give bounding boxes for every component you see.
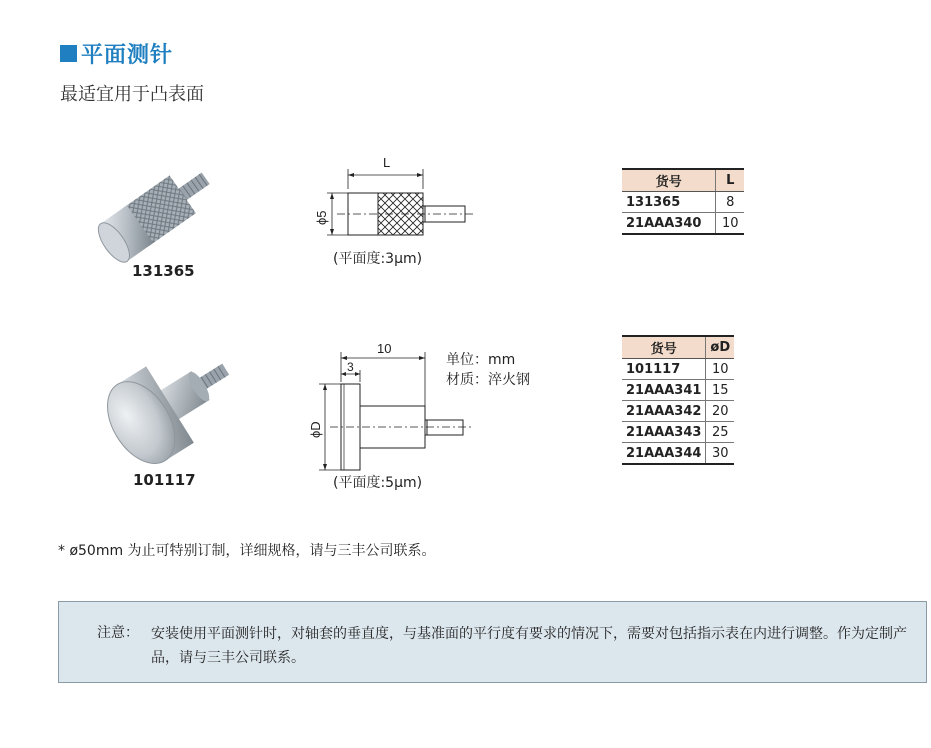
table-row	[622, 213, 744, 235]
col-header-diameter: øD	[706, 336, 734, 359]
value-cell: 25	[706, 422, 734, 443]
dim-phi5-label: ϕ5	[314, 210, 329, 225]
footnote: * ø50mm 为止可特别订制，详细规格，请与三丰公司联系。	[58, 543, 436, 559]
photo-caption-101117: 101117	[133, 471, 196, 489]
item-no-cell: 21AAA342	[622, 401, 706, 422]
table-row	[622, 401, 734, 422]
item-no-cell: 131365	[622, 192, 716, 213]
col-header-item-no: 货号	[622, 169, 716, 192]
unit-line: 单位：mm	[446, 352, 516, 368]
spec-table-1	[622, 168, 744, 235]
flatness-note-1: (平面度:3μm)	[333, 251, 423, 267]
table-row	[622, 380, 734, 401]
item-no-cell: 101117	[622, 359, 706, 380]
spec-table-2	[622, 335, 734, 465]
page-subtitle: 最适宜用于凸表面	[60, 84, 204, 105]
dim-phiD-label: ϕD	[308, 421, 323, 438]
value-cell: 30	[706, 443, 734, 465]
dim-3-label: 3	[347, 360, 354, 374]
flatness-note-2: (平面度:5μm)	[333, 475, 423, 491]
item-no-cell: 21AAA340	[622, 213, 716, 235]
dim-L-label: L	[383, 155, 391, 170]
table-row	[622, 359, 734, 380]
table-row	[622, 422, 734, 443]
table-row	[622, 443, 734, 465]
unit-material-note	[446, 350, 530, 390]
value-cell: 10	[716, 213, 744, 235]
value-cell: 10	[706, 359, 734, 380]
stylus-131365-drawing	[305, 155, 495, 250]
page-title	[60, 38, 173, 69]
caution-note-box	[58, 601, 927, 683]
material-line: 材质：淬火钢	[446, 372, 530, 388]
caution-text: 安装使用平面测针时，对轴套的垂直度，与基准面的平行度有要求的情况下，需要对包括指示表在内进行调整。作为定制产品，请与三丰公司联系。	[151, 626, 907, 666]
title-text: 平面测针	[81, 43, 174, 68]
col-header-item-no: 货号	[622, 336, 706, 359]
stylus-101117-photo	[95, 345, 245, 470]
photo-caption-131365: 131365	[132, 262, 195, 280]
col-header-L: L	[716, 169, 744, 192]
value-cell: 15	[706, 380, 734, 401]
item-no-cell: 21AAA341	[622, 380, 706, 401]
item-no-cell: 21AAA344	[622, 443, 706, 465]
value-cell: 20	[706, 401, 734, 422]
table-row	[622, 192, 744, 213]
item-no-cell: 21AAA343	[622, 422, 706, 443]
caution-label: 注意：	[97, 625, 139, 641]
dim-10-label: 10	[377, 341, 392, 356]
value-cell: 8	[716, 192, 744, 213]
stylus-131365-photo	[92, 150, 232, 265]
title-square-icon	[60, 45, 77, 62]
